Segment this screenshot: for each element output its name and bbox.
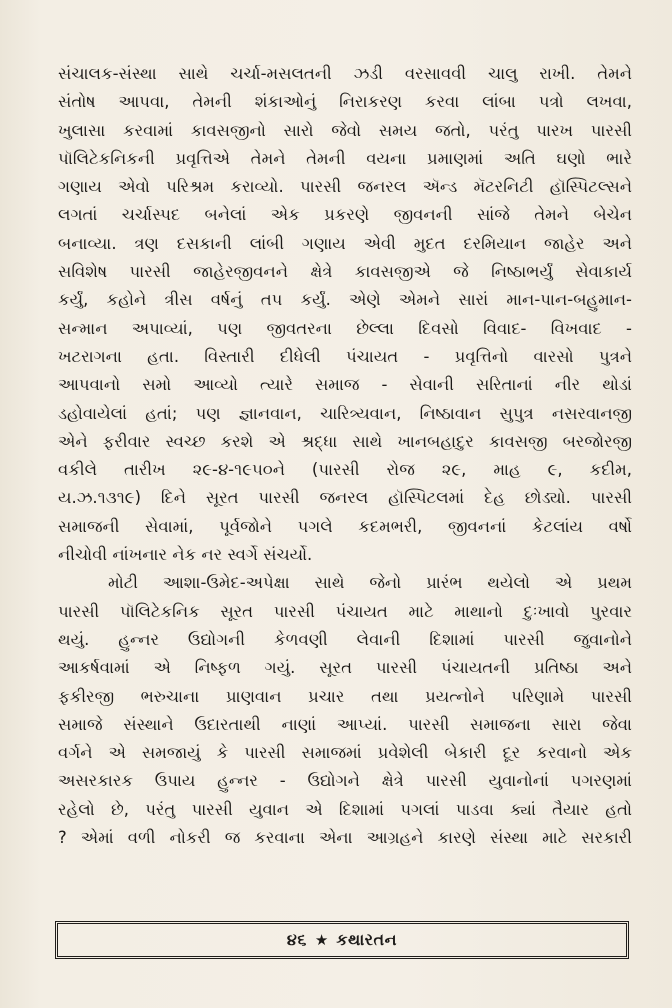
text-line: ય.ઝ.૧૩૧૯) દિને સૂરત પારસી જનરલ હૉસ્પિટલમાં દેહ છોડ્યો. પારસી <box>58 488 632 508</box>
text-line: સવિશેષ પારસી જાહેરજીવનને ક્ષેત્રે કાવસજીએ જે નિષ્ઠાભર્યું સેવાકાર્ય <box>58 262 632 282</box>
text-line: રહેલો છે, પરંતુ પારસી યુવાન એ દિશામાં પગલાં પાડવા ક્યાં તૈયાર હતો <box>58 799 632 819</box>
book-title: કથારતન <box>336 930 398 949</box>
text-line: ફકીરજી ભરુચાના પ્રાણવાન પ્રચાર તથા પ્રયત્નોને પરિણામે પારસી <box>58 686 632 706</box>
page-number: ૪૬ <box>286 930 307 949</box>
text-line: મોટી આશા-ઉમેદ-અપેક્ષા સાથે જેનો પ્રારંભ થયેલો એ પ્રથમ <box>108 573 632 593</box>
text-line: લગતાં ચર્ચાસ્પદ બનેલાં એક પ્રકરણે જીવનની સાંજે તેમને બેચેન <box>58 205 632 225</box>
text-line: ? એમાં વળી નોકરી જ કરવાના એના આગ્રહને કારણે સંસ્થા માટે સરકારી <box>58 828 632 848</box>
text-line: સંતોષ આપવા, તેમની શંકાઓનું નિરાકરણ કરવા લાંબા પત્રો લખવા, <box>58 92 632 112</box>
text-line: આકર્ષવામાં એ નિષ્ફળ ગયું. સૂરત પારસી પંચાયતની પ્રતિષ્ઠા અને <box>58 658 632 678</box>
text-line: ખુલાસા કરવામાં કાવસજીનો સારો જેવો સમય જતો, પરંતુ પારખ પારસી <box>58 120 632 140</box>
text-line: બનાવ્યા. ત્રણ દસકાની લાંબી ગણાય એવી મુદત દરમિયાન જાહેર અને <box>58 233 632 253</box>
text-line: સમાજે સંસ્થાને ઉદારતાથી નાણાં આપ્યાં. પારસી સમાજના સારા જેવા <box>58 714 632 734</box>
paragraph <box>58 569 632 852</box>
text-line: પૉલિટેકનિકની પ્રવૃત્તિએ તેમને તેમની વયના પ્રમાણમાં અતિ ઘણો ભારે <box>58 148 632 168</box>
paragraph <box>58 60 632 569</box>
text-line: વકીલે તારીખ ૨૯-૪-૧૯૫૦ને (પારસી રોજ ૨૯, માહ ૯, કદીમ, <box>58 460 632 480</box>
page-footer <box>55 921 629 959</box>
text-line: ડહોવાયેલાં હતાં; પણ જ્ઞાનવાન, ચારિત્ર્યવાન, નિષ્ઠાવાન સુપુત્ર નસરવાનજી <box>58 403 632 423</box>
text-line: સંચાલક-સંસ્થા સાથે ચર્ચા-મસલતની ઝડી વરસાવવી ચાલુ રાખી. તેમને <box>58 64 632 83</box>
text-line: વર્ગને એ સમજાયું કે પારસી સમાજમાં પ્રવેશેલી બેકારી દૂર કરવાનો એક <box>58 743 632 763</box>
text-line: પારસી પૉલિટેકનિક સૂરત પારસી પંચાયત માટે માથાનો દુઃખાવો પુરવાર <box>58 601 632 621</box>
text-line: કર્યું, કહોને ત્રીસ વર્ષનું તપ કર્યું. એણે એમને સારાં માન-પાન-બહુમાન- <box>58 290 632 310</box>
text-line: ખટરાગના હતા. વિસ્તારી દીધેલી પંચાયત - પ્રવૃત્તિનો વારસો પુત્રને <box>58 346 632 366</box>
text-line: સન્માન અપાવ્યાં, પણ જીવતરના છેલ્લા દિવસો વિવાદ- વિખવાદ - <box>58 318 632 338</box>
text-line: ગણાય એવો પરિશ્રમ કરાવ્યો. પારસી જનરલ ઍન્ડ મૅટરનિટી હૉસ્પિટલ્સને <box>58 177 632 197</box>
text-line: અસરકારક ઉપાય હુન્નર - ઉદ્યોગને ક્ષેત્રે પારસી યુવાનોનાં પગરણમાં <box>58 771 632 791</box>
body-text <box>58 60 632 852</box>
text-line: નીચોવી નાંખનાર નેક નર સ્વર્ગે સંચર્યો. <box>58 545 313 565</box>
text-line: એને ફરીવાર સ્વચ્છ કરશે એ શ્રદ્ધા સાથે ખાનબહાદુર કાવસજી બરજોરજી <box>58 431 632 451</box>
text-line: સમાજની સેવામાં, પૂર્વજોને પગલે કદમભરી, જીવનનાં કેટલાંય વર્ષો <box>58 516 632 536</box>
star-icon: ★ <box>314 931 329 949</box>
text-line: આપવાનો સમો આવ્યો ત્યારે સમાજ - સેવાની સરિતાનાં નીર થોડાં <box>58 375 632 395</box>
text-line: થયું. હુન્નર ઉદ્યોગની કેળવણી લેવાની દિશામાં પારસી જુવાનોને <box>58 629 632 649</box>
